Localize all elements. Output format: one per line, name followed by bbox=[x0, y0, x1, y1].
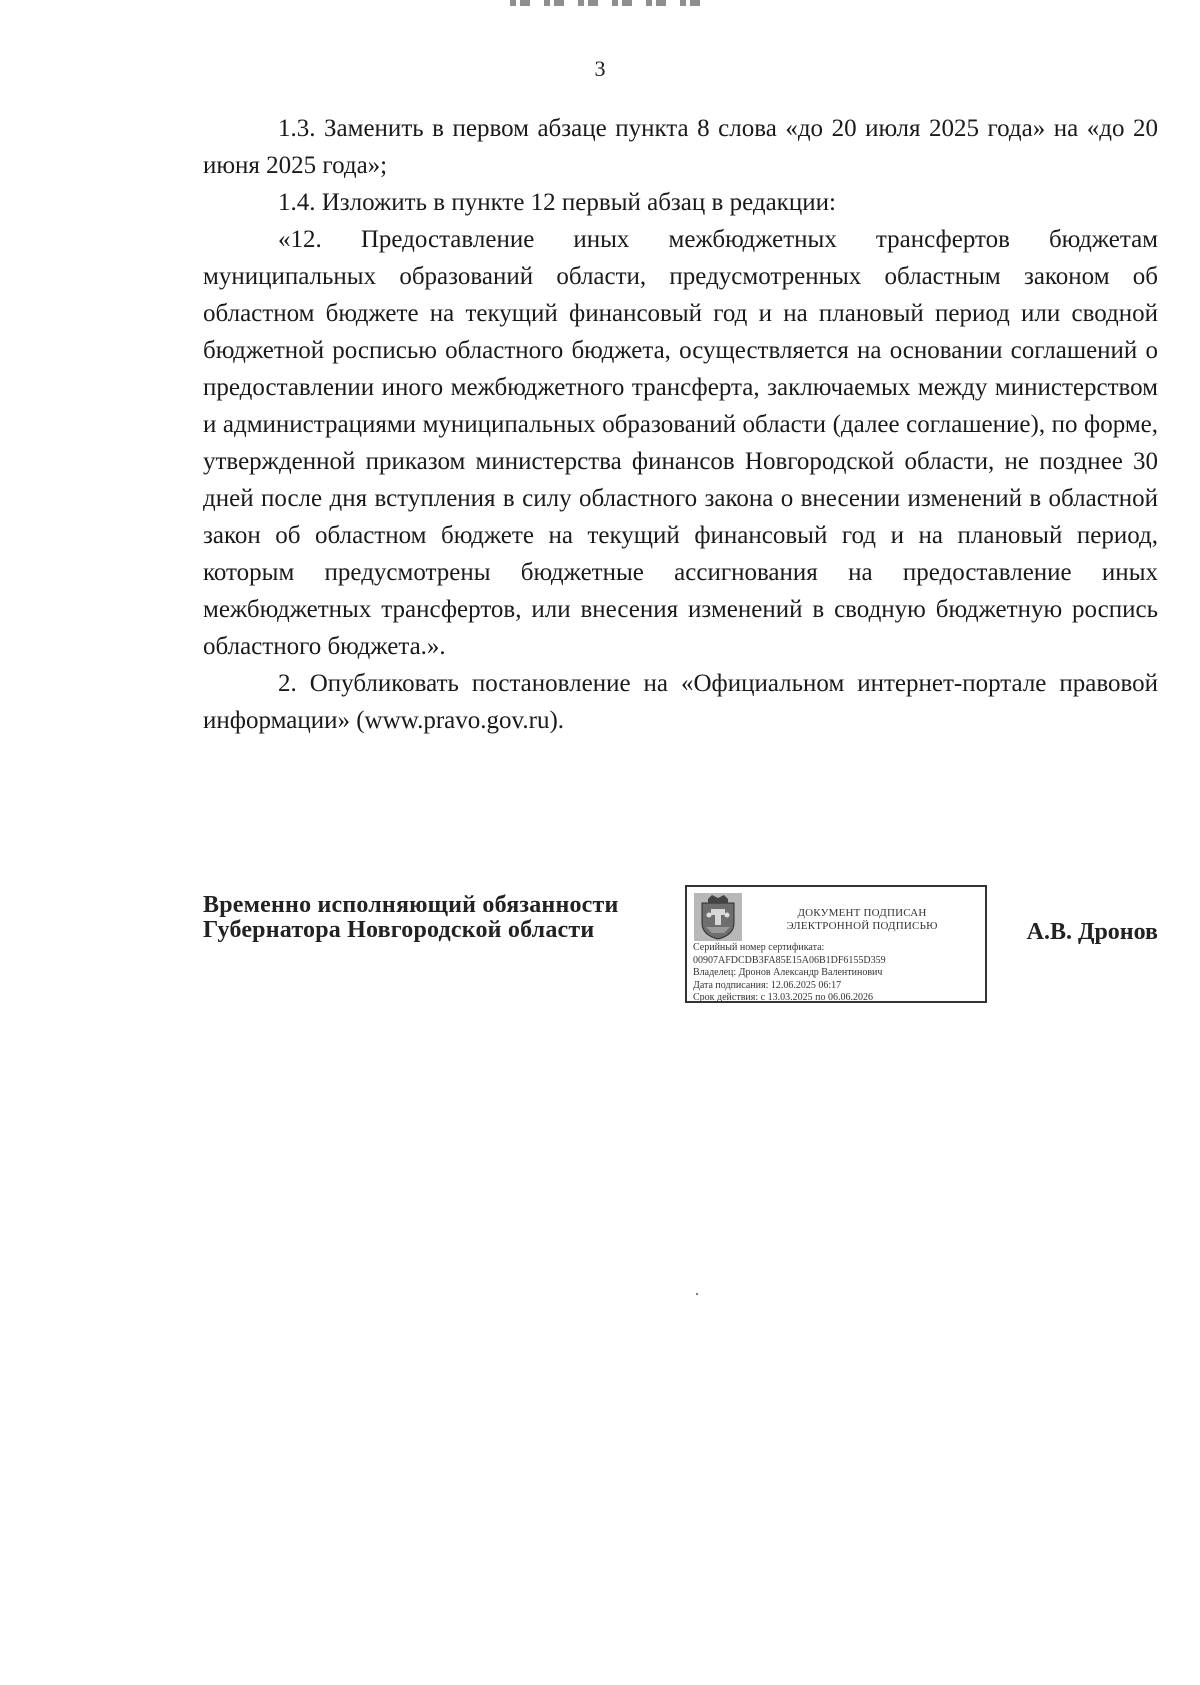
stamp-title-line-1: ДОКУМЕНТ ПОДПИСАН bbox=[797, 907, 927, 919]
stamp-title-line-2: ЭЛЕКТРОННОЙ ПОДПИСЬЮ bbox=[786, 920, 938, 932]
scan-artifact bbox=[510, 0, 700, 6]
coat-of-arms-icon bbox=[694, 893, 742, 941]
signatory-position-line-2: Губернатора Новгородской области bbox=[203, 917, 595, 943]
stamp-title bbox=[747, 907, 977, 933]
stamp-validity: Срок действия: с 13.03.2025 по 06.06.2026 bbox=[693, 992, 873, 1003]
paragraph-12-quote: «12. Предоставление иных межбюджетных трансфертов бюджетам муниципальных образований области, предусмотренных областным законом об областном бюджете на текущий финансовый год и на плановый период или сводной бюджетной росписью областного бюджета, осуществляется на основании соглашений о предоставлении иного межбюджетного трансферта, заключаемых между министерством и администрациями муниципальных образований области (далее соглашение), по форме, утвержденной приказом министерства финансов Новгородской области, не позднее 30 дней после дня вступления в силу областного закона о внесении изменений в областной закон об областном бюджете на текущий финансовый год и на плановый период, которым предусмотрены бюджетные ассигнования на предоставление иных межбюджетных трансфертов, или внесения изменений в сводную бюджетную роспись областного бюджета.». bbox=[203, 226, 1158, 660]
scan-speck bbox=[696, 1293, 698, 1295]
page-number: 3 bbox=[594, 56, 606, 81]
paragraph-1-4: 1.4. Изложить в пункте 12 первый абзац в редакции: bbox=[278, 189, 836, 216]
stamp-serial-value: 00907AFDCDB3FA85E15A06B1DF6155D359 bbox=[693, 954, 886, 966]
stamp-details bbox=[693, 942, 983, 1005]
signatory-name: А.В. Дронов bbox=[1026, 919, 1158, 945]
paragraph-2: 2. Опубликовать постановление на «Официальном интернет-портале правовой информации» (www.pravo.gov.ru). bbox=[203, 670, 1158, 734]
paragraph-1-3: 1.3. Заменить в первом абзаце пункта 8 слова «до 20 июля 2025 года» на «до 20 июня 2025 года»; bbox=[203, 115, 1158, 179]
document-body bbox=[203, 110, 1158, 739]
electronic-signature-stamp bbox=[685, 885, 987, 1003]
stamp-signed-date: Дата подписания: 12.06.2025 06:17 bbox=[693, 979, 842, 991]
stamp-owner: Владелец: Дронов Александр Валентинович bbox=[693, 967, 883, 978]
stamp-serial-label: Серийный номер сертификата: bbox=[693, 942, 825, 953]
signatory-position bbox=[203, 893, 619, 943]
signature-block bbox=[203, 885, 1158, 1005]
signatory-position-line-1: Временно исполняющий обязанности bbox=[203, 892, 619, 918]
